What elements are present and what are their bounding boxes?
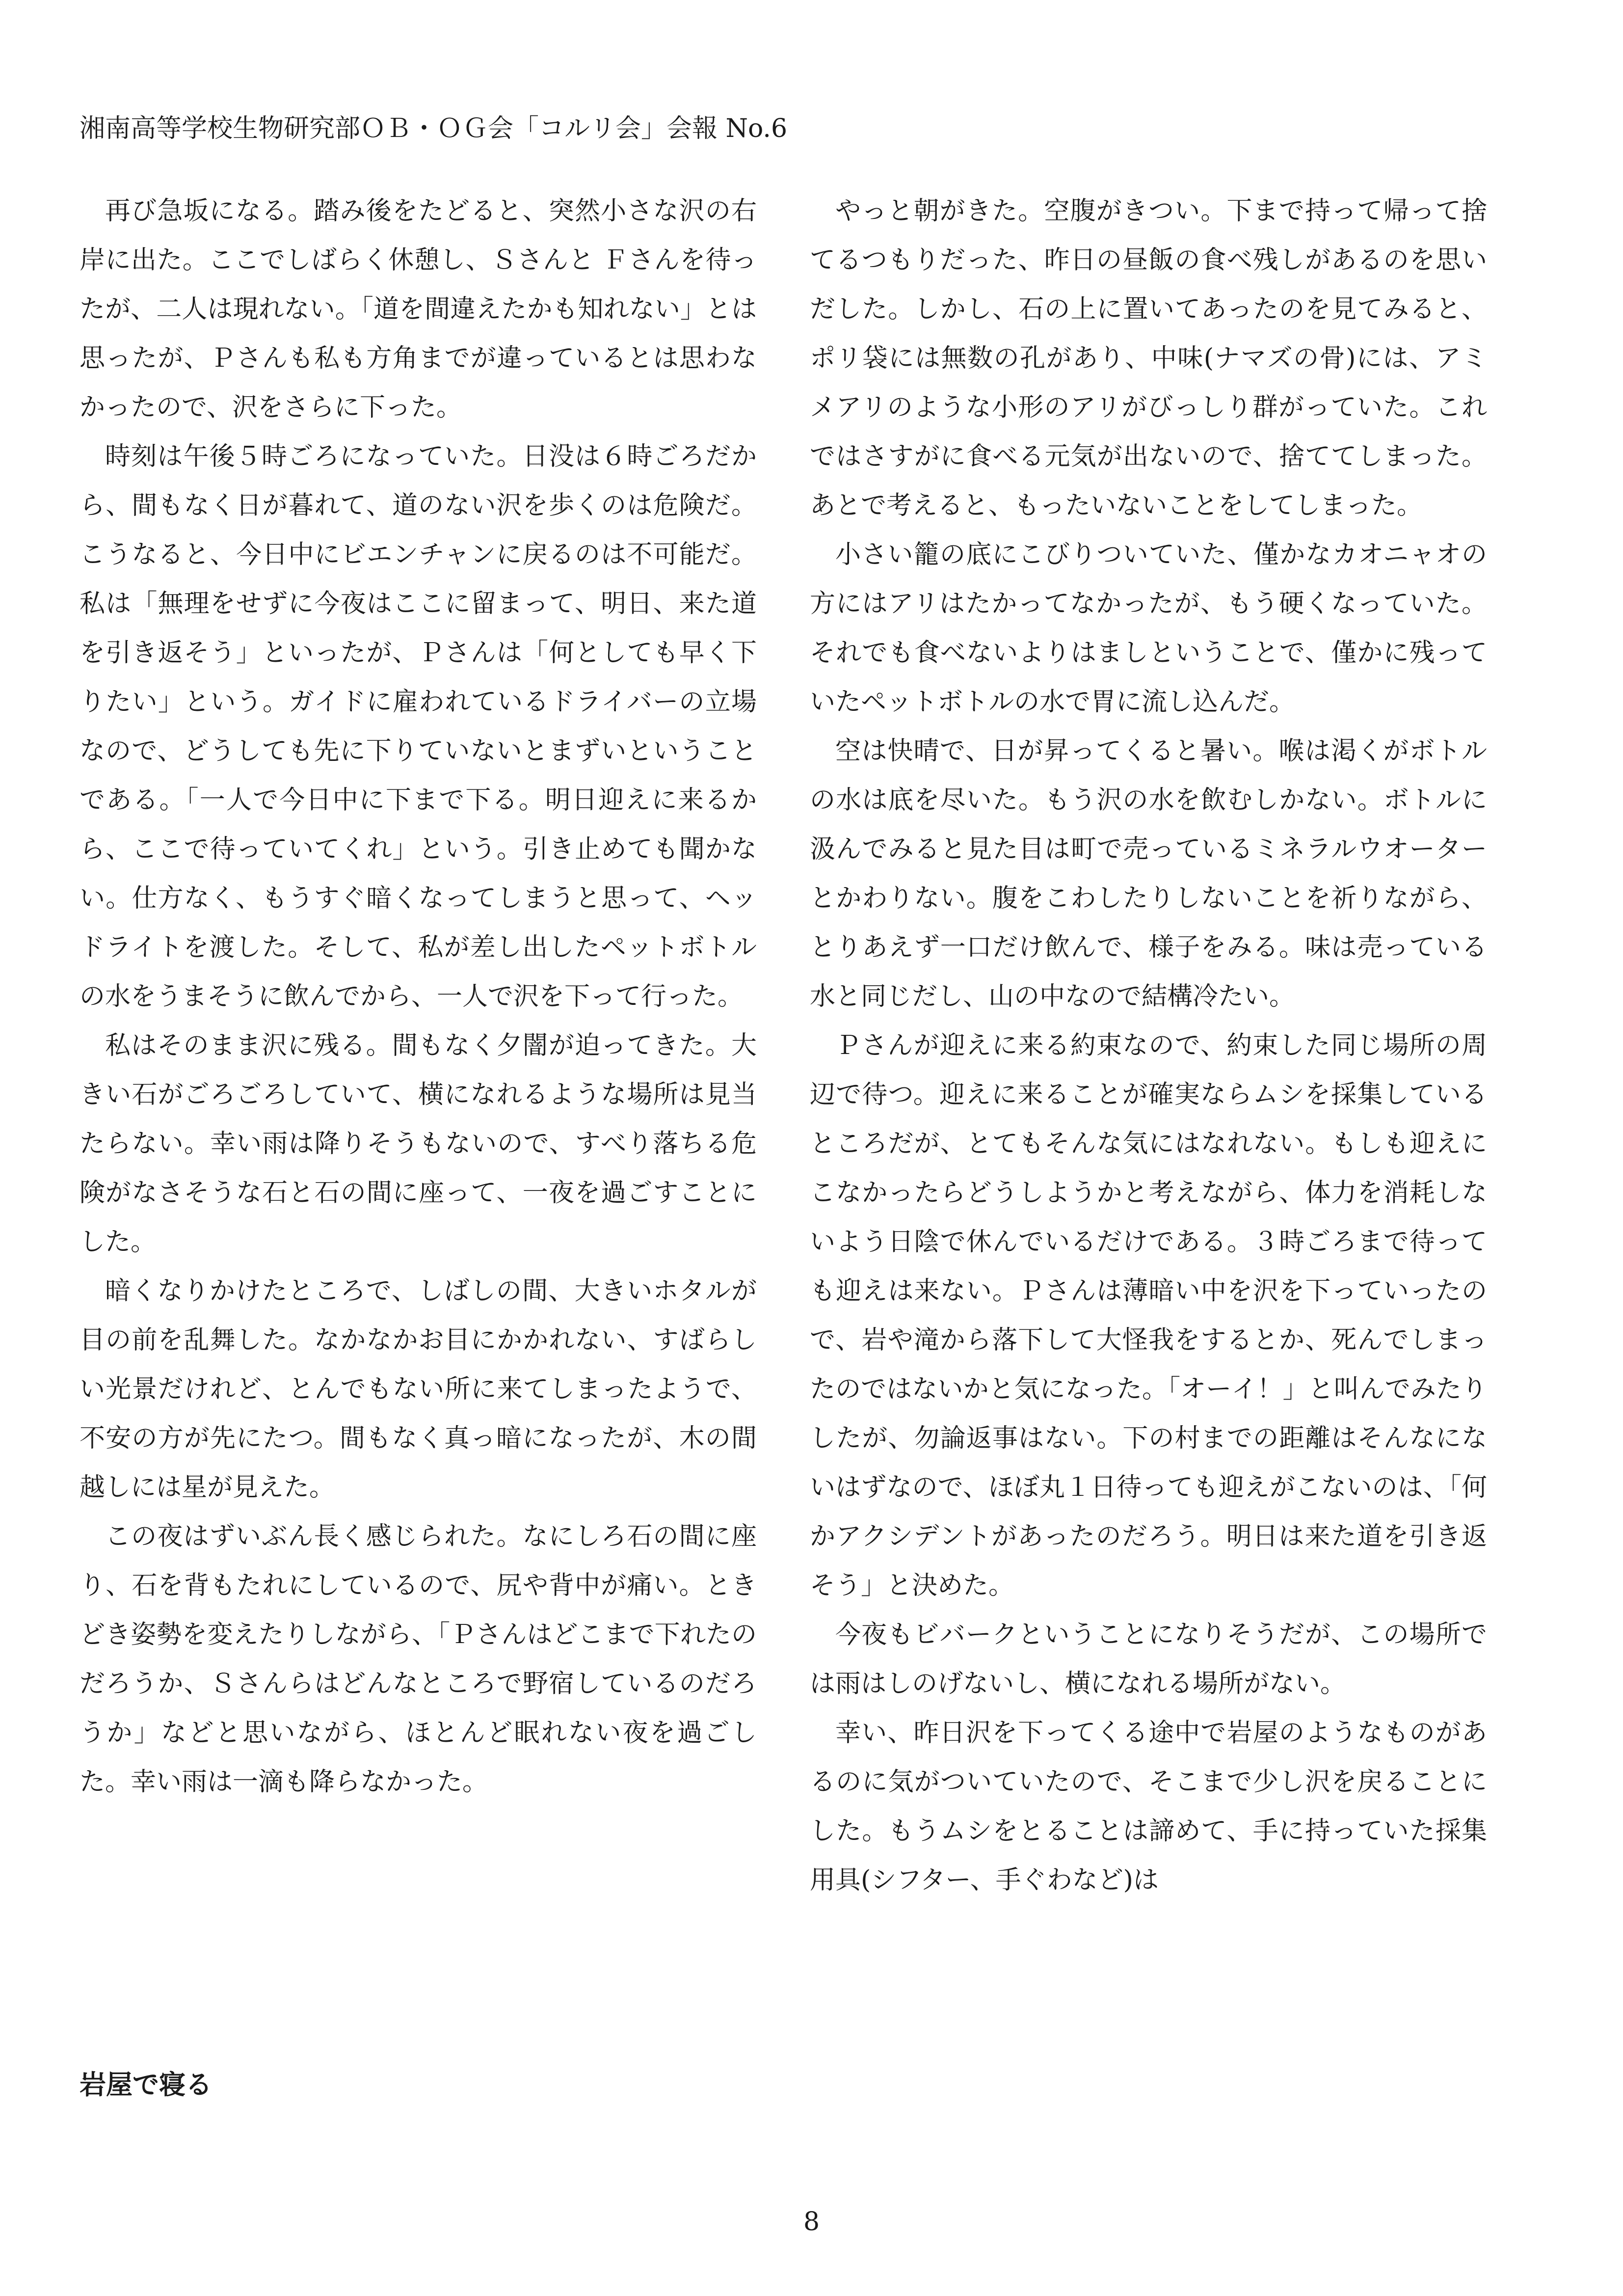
paragraph: 再び急坂になる。踏み後をたどると、突然小さな沢の右岸に出た。ここでしばらく休憩し、Ｓさんと Ｆさんを待ったが、二人は現れない。「道を間違えたかも知れない」とは思ったが、Ｐさんも私も方角までが違っているとは思わなかったので、沢をさらに下った。	[80, 196, 757, 422]
right-column	[810, 187, 1487, 1905]
paragraph: この夜はずいぶん長く感じられた。なにしろ石の間に座り、石を背もたれにしているので、尻や背中が痛い。ときどき姿勢を変えたりしながら、「Ｐさんはどこまで下れたのだろうか、Ｓさんらはどんなところで野宿しているのだろうか」などと思いながら、ほとんど眠れない夜を過ごした。幸い雨は一滴も降らなかった。	[80, 1522, 757, 1797]
paragraph: 時刻は午後５時ごろになっていた。日没は６時ごろだから、間もなく日が暮れて、道のない沢を歩くのは危険だ。こうなると、今日中にビエンチャンに戻るのは不可能だ。私は「無理をせずに今夜はここに留まって、明日、来た道を引き返そう」といったが、Ｐさんは「何としても早く下りたい」という。ガイドに雇われているドライバーの立場なので、どうしても先に下りていないとまずいということである。「一人で今日中に下まで下る。明日迎えに来るから、ここで待っていてくれ」という。引き止めても聞かない。仕方なく、もうすぐ暗くなってしまうと思って、ヘッドライトを渡した。そして、私が差し出したペットボトルの水をうまそうに飲んでから、一人で沢を下って行った。	[80, 442, 757, 1011]
paragraph: 今夜もビバークということになりそうだが、この場所では雨はしのげないし、横になれる場所がない。	[810, 1620, 1487, 1699]
newsletter-header: 湘南高等学校生物研究部ＯＢ・ＯＧ会「コルリ会」会報 No.6	[80, 114, 788, 143]
paragraph: 小さい籠の底にこびりついていた、僅かなカオニャオの方にはアリはたかってなかったが、もう硬くなっていた。それでも食べないよりはましということで、僅かに残っていたペットボトルの水で胃に流し込んだ。	[810, 540, 1487, 717]
paragraph: やっと朝がきた。空腹がきつい。下まで持って帰って捨てるつもりだった、昨日の昼飯の食べ残しがあるのを思いだした。しかし、石の上に置いてあったのを見てみると、ポリ袋には無数の孔があり、中味(ナマズの骨)には、アミメアリのような小形のアリがびっしり群がっていた。これではさすがに食べる元気が出ないので、捨ててしまった。あとで考えると、もったいないことをしてしまった。	[810, 196, 1487, 520]
paragraph: 私はそのまま沢に残る。間もなく夕闇が迫ってきた。大きい石がごろごろしていて、横になれるような場所は見当たらない。幸い雨は降りそうもないので、すべり落ちる危険がなさそうな石と石の間に座って、一夜を過ごすことにした。	[80, 1031, 757, 1257]
page-number: 8	[803, 2207, 820, 2237]
paragraph: Ｐさんが迎えに来る約束なので、約束した同じ場所の周辺で待つ。迎えに来ることが確実ならムシを採集しているところだが、とてもそんな気にはなれない。もしも迎えにこなかったらどうしようかと考えながら、体力を消耗しないよう日陰で休んでいるだけである。３時ごろまで待っても迎えは来ない。Ｐさんは薄暗い中を沢を下っていったので、岩や滝から落下して大怪我をするとか、死んでしまったのではないかと気になった。「オーイ！」と叫んでみたりしたが、勿論返事はない。下の村までの距離はそんなにないはずなので、ほぼ丸１日待っても迎えがこないのは、「何かアクシデントがあったのだろう。明日は来た道を引き返そう」と決めた。	[810, 1031, 1487, 1600]
section-heading: 岩屋で寝る	[80, 2069, 212, 2100]
paragraph: 空は快晴で、日が昇ってくると暑い。喉は渇くがボトルの水は底を尽いた。もう沢の水を飲むしかない。ボトルに汲んでみると見た目は町で売っているミネラルウオーターとかわりない。腹をこわしたりしないことを祈りながら、とりあえず一口だけ飲んで、様子をみる。味は売っている水と同じだし、山の中なので結構冷たい。	[810, 736, 1487, 1011]
paragraph: 暗くなりかけたところで、しばしの間、大きいホタルが目の前を乱舞した。なかなかお目にかかれない、すばらしい光景だけれど、とんでもない所に来てしまったようで、不安の方が先にたつ。間もなく真っ暗になったが、木の間越しには星が見えた。	[80, 1276, 757, 1502]
left-column	[80, 187, 757, 1807]
paragraph: 幸い、昨日沢を下ってくる途中で岩屋のようなものがあるのに気がついていたので、そこまで少し沢を戻ることにした。もうムシをとることは諦めて、手に持っていた採集用具(シフター、手ぐわなど)は	[810, 1718, 1487, 1895]
